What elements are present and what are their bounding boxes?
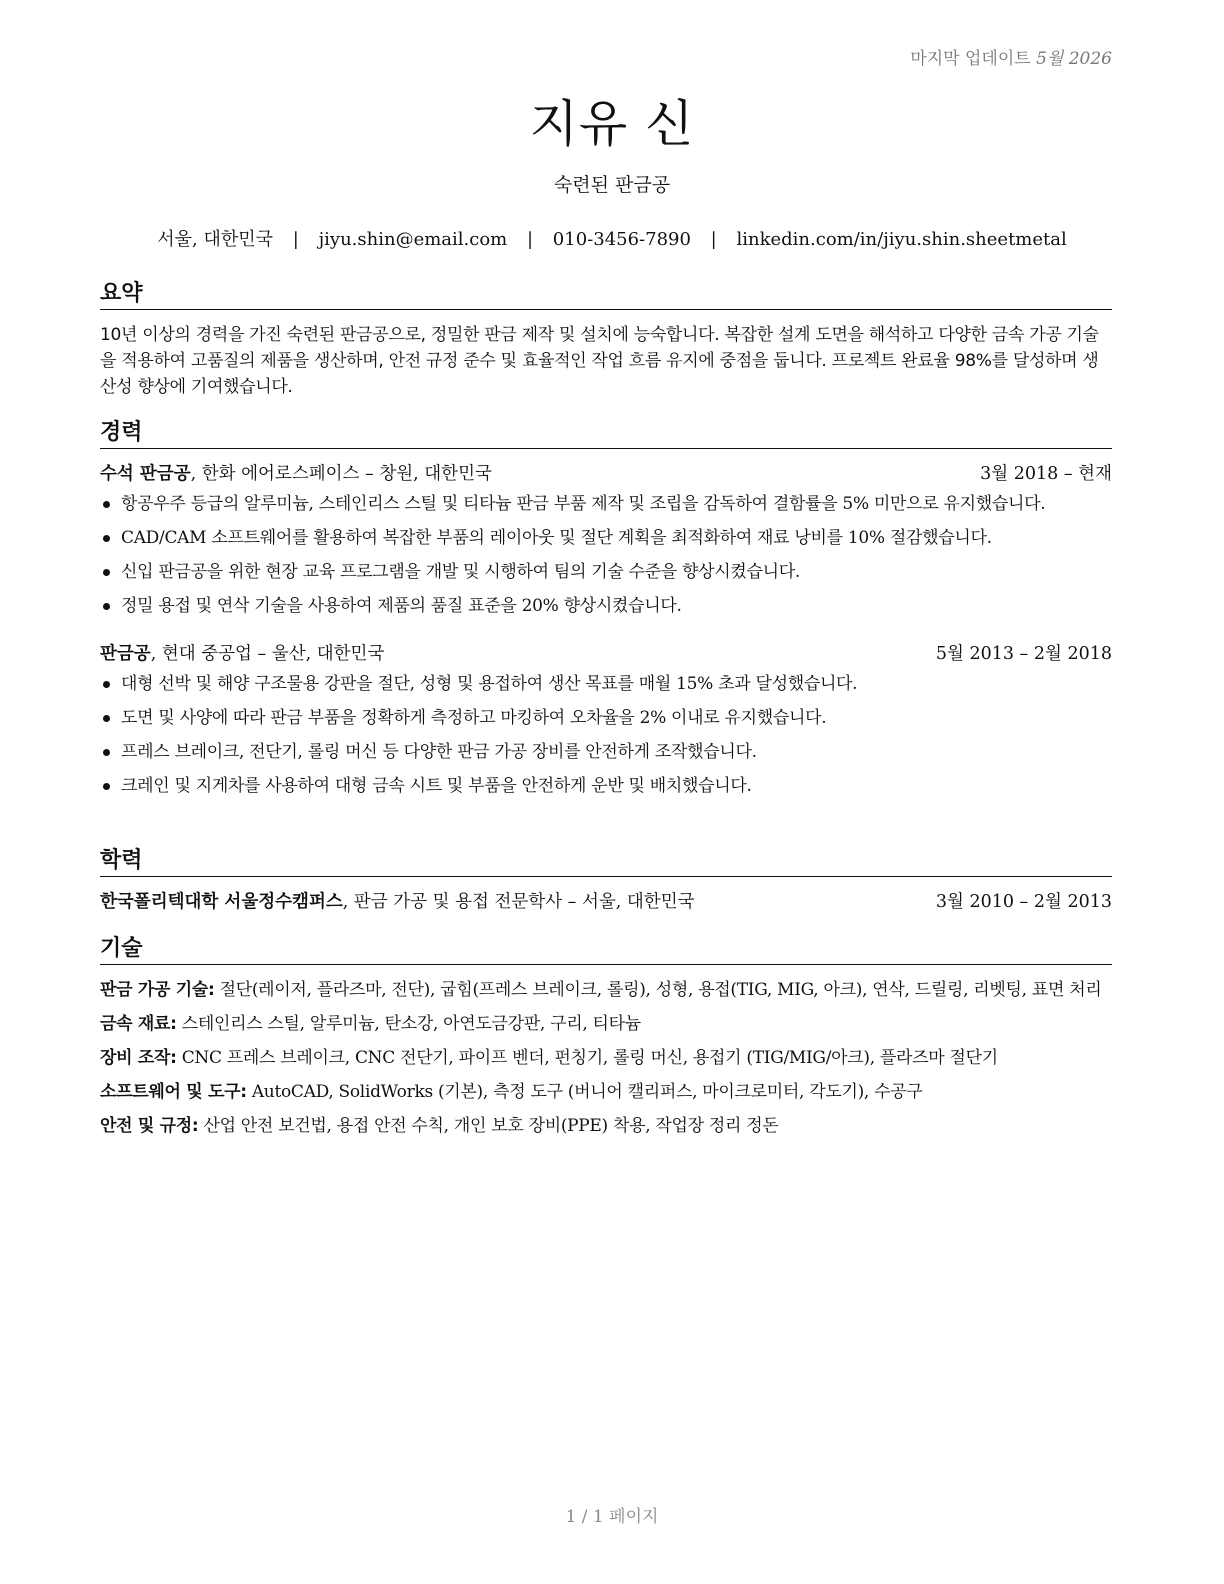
skill-value: CNC 프레스 브레이크, CNC 전단기, 파이프 벤더, 펀칭기, 롤링 머신, 용접기 (TIG/MIG/아크), 플라즈마 절단기	[176, 1048, 998, 1068]
contact-location: 서울, 대한민국	[157, 229, 274, 250]
skills-heading: 기술	[100, 931, 1112, 965]
skill-item	[100, 1079, 1112, 1105]
contact-separator: |	[292, 229, 299, 250]
last-updated-label: 마지막 업데이트	[910, 49, 1031, 69]
education-school-detail	[100, 889, 695, 915]
education-school: 한국폴리텍대학 서울정수캠퍼스	[100, 892, 343, 912]
last-updated-date: 5월 2026	[1036, 49, 1112, 69]
job-company: , 현대 중공업 – 울산, 대한민국	[150, 644, 385, 664]
skill-label: 장비 조작:	[100, 1048, 177, 1068]
skill-item	[100, 977, 1112, 1003]
job-role-company	[100, 461, 492, 487]
education-dates: 3월 2010 – 2월 2013	[935, 892, 1112, 912]
job-dates: 5월 2013 – 2월 2018	[935, 644, 1112, 664]
job-dates: 3월 2018 – 현재	[980, 464, 1112, 484]
job-role-company	[100, 641, 384, 667]
skill-item	[100, 1113, 1112, 1139]
skill-label: 금속 재료:	[100, 1014, 177, 1034]
job-header	[100, 641, 1112, 667]
job-bullets	[100, 491, 1112, 619]
skill-label: 소프트웨어 및 도구:	[100, 1082, 247, 1102]
job-bullet: 프레스 브레이크, 전단기, 롤링 머신 등 다양한 판금 가공 장비를 안전하게 조작했습니다.	[100, 739, 1112, 765]
contact-separator: |	[710, 229, 717, 250]
skill-label: 안전 및 규정:	[100, 1116, 199, 1136]
education-detail: , 판금 가공 및 용접 전문학사 – 서울, 대한민국	[342, 892, 695, 912]
skill-value: 산업 안전 보건법, 용접 안전 수칙, 개인 보호 장비(PPE) 착용, 작업장 정리 정돈	[198, 1116, 779, 1136]
resume-name: 지유 신	[529, 95, 695, 153]
last-updated	[910, 44, 1112, 69]
contact-separator: |	[526, 229, 534, 250]
skill-label: 판금 가공 기술:	[100, 980, 215, 1000]
job-bullet: 도면 및 사양에 따라 판금 부품을 정확하게 측정하고 마킹하여 오차율을 2% 이내로 유지했습니다.	[100, 705, 1112, 731]
experience-heading: 경력	[100, 415, 1112, 449]
skill-value: AutoCAD, SolidWorks (기본), 측정 도구 (버니어 캘리퍼스, 마이크로미터, 각도기), 수공구	[246, 1082, 923, 1102]
skill-value: 절단(레이저, 플라즈마, 전단), 굽힘(프레스 브레이크, 롤링), 성형, 용접(TIG, MIG, 아크), 연삭, 드릴링, 리벳팅, 표면 처리	[214, 980, 1102, 1000]
contact-email[interactable]: jiyu.shin@email.com	[318, 229, 508, 250]
summary-heading: 요약	[100, 276, 1112, 310]
job-bullet: CAD/CAM 소프트웨어를 활용하여 복잡한 부품의 레이아웃 및 절단 계획을 최적화하여 재료 낭비를 10% 절감했습니다.	[100, 525, 1112, 551]
skill-item	[100, 1045, 1112, 1071]
experience-section	[100, 415, 1112, 807]
job-entry	[100, 461, 1112, 619]
contact-line	[0, 225, 1224, 251]
education-entry	[100, 889, 1112, 915]
job-header	[100, 461, 1112, 487]
skills-section	[100, 931, 1112, 1147]
job-bullets	[100, 671, 1112, 799]
resume-title: 숙련된 판금공	[553, 174, 671, 196]
page-number: 1 / 1 페이지	[565, 1507, 659, 1527]
contact-phone[interactable]: 010-3456-7890	[552, 229, 691, 250]
job-role: 판금공	[100, 644, 151, 664]
job-entry	[100, 641, 1112, 799]
skill-item	[100, 1011, 1112, 1037]
job-bullet: 대형 선박 및 해양 구조물용 강판을 절단, 성형 및 용접하여 생산 목표를 매월 15% 초과 달성했습니다.	[100, 671, 1112, 697]
job-bullet: 신입 판금공을 위한 현장 교육 프로그램을 개발 및 시행하여 팀의 기술 수준을 향상시켰습니다.	[100, 559, 1112, 585]
contact-linkedin[interactable]: linkedin.com/in/jiyu.shin.sheetmetal	[736, 229, 1067, 250]
job-company: , 한화 에어로스페이스 – 창원, 대한민국	[190, 464, 492, 484]
job-bullet: 정밀 용접 및 연삭 기술을 사용하여 제품의 품질 표준을 20% 향상시켰습니다.	[100, 593, 1112, 619]
education-section	[100, 843, 1112, 915]
job-bullet: 항공우주 등급의 알루미늄, 스테인리스 스틸 및 티타늄 판금 부품 제작 및 조립을 감독하여 결함률을 5% 미만으로 유지했습니다.	[100, 491, 1112, 517]
job-bullet: 크레인 및 지게차를 사용하여 대형 금속 시트 및 부품을 안전하게 운반 및 배치했습니다.	[100, 773, 1112, 799]
job-role: 수석 판금공	[100, 464, 191, 484]
summary-text: 10년 이상의 경력을 가진 숙련된 판금공으로, 정밀한 판금 제작 및 설치에 능숙합니다. 복잡한 설계 도면을 해석하고 다양한 금속 가공 기술을 적용하여 고품질의 제품을 생산하며, 안전 규정 준수 및 효율적인 작업 흐름 유지에 중점을 둡니다. 프로젝트 완료율 98%를 달성하며 생산성 향상에 기여했습니다.	[100, 325, 1099, 397]
skill-value: 스테인리스 스틸, 알루미늄, 탄소강, 아연도금강판, 구리, 티타늄	[176, 1014, 641, 1034]
summary-section	[100, 276, 1112, 400]
education-heading: 학력	[100, 843, 1112, 877]
